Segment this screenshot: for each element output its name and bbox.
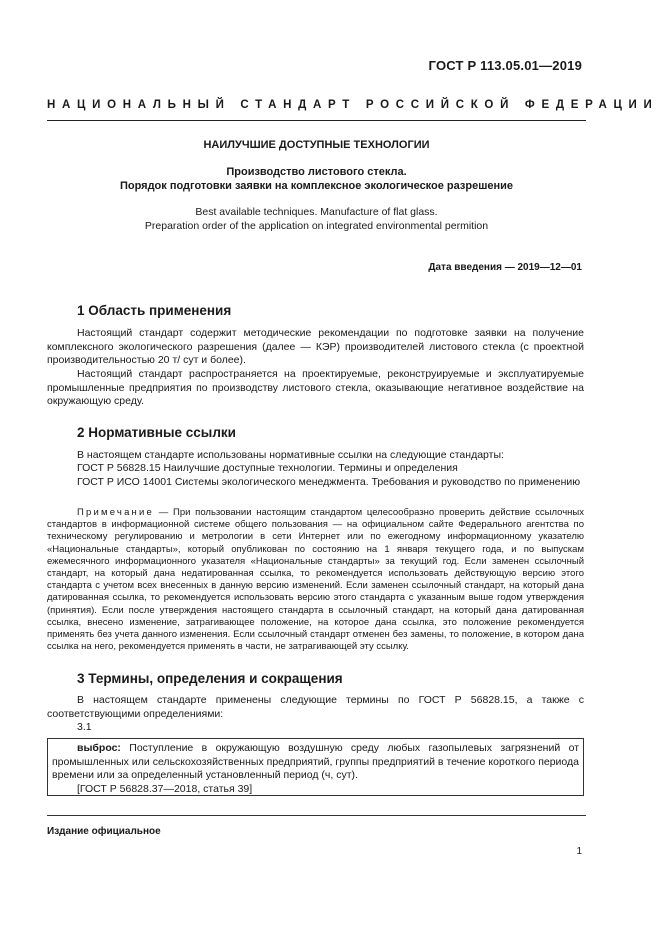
section-3-paragraph-1: В настоящем стандарте применены следующие термины по ГОСТ Р 56828.15, а также с соответствующими определениями: — [47, 694, 584, 720]
note-text: — При пользовании настоящим стандартом целесообразно проверить действие ссылочных стандартов в информационной системе общего пользования — на официальном сайте Федерального агентства по техническому регулированию и метрологии в сети Интернет или по ежегодному информационному указателю «Национальные стандарты», который опубликован по состоянию на 1 января текущего года, и по выпускам ежемесячного информационного указателя «Национальные стандарты» за текущий год. Если заменен ссылочный стандарт, на который дана недатированная ссылка, то рекомендуется использовать действующую версию этого стандарта с учетом всех внесенных в данную версию изменений. Если заменен ссылочный стандарт, на который дана датированная ссылка, то рекомендуется использовать версию этого стандарта с указанным выше годом утверждения (принятия). Если после утверждения настоящего стандарта в ссылочный стандарт, на который дана датированная ссылка, внесено изменение, затрагивающее положение, на которое дана ссылка, это положение рекомендуется применять без учета данного изменения. Если ссылочный стандарт отменен без замены, то положение, в котором дана ссылка на него, рекомендуется применять в части, не затрагивающей эту ссылку. — [47, 507, 584, 653]
footer-divider — [47, 815, 586, 816]
national-standard-heading: НАЦИОНАЛЬНЫЙ СТАНДАРТ РОССИЙСКОЙ ФЕДЕРАЦИИ — [47, 99, 659, 111]
note-label: Примечание — [77, 507, 154, 518]
section-2-note — [47, 507, 584, 653]
document-title: НАИЛУЧШИЕ ДОСТУПНЫЕ ТЕХНОЛОГИИ — [203, 139, 430, 151]
term-definition-text: Поступление в окружающую воздушную среду любых газопылевых загрязнений от промышленных или сельскохозяйственных предприятий, группы предприятий в течение короткого периода времени или за определенный установленный период (ч, сут). — [52, 742, 579, 782]
header-divider — [47, 120, 586, 121]
gost-number: ГОСТ Р 113.05.01—2019 — [428, 58, 582, 73]
introduction-date: Дата введения — 2019—12—01 — [428, 262, 582, 273]
english-title — [47, 205, 586, 233]
subtitle-line-2: Порядок подготовки заявки на комплексное экологическое разрешение — [119, 180, 514, 192]
subtitle-line-1: Производство листового стекла. — [226, 166, 407, 178]
section-2-reference-1: ГОСТ Р 56828.15 Наилучшие доступные технологии. Термины и определения — [77, 462, 458, 474]
edition-label: Издание официальное — [47, 826, 161, 837]
section-2-heading: 2 Нормативные ссылки — [77, 425, 236, 440]
section-2-paragraph-1: В настоящем стандарте использованы нормативные ссылки на следующие стандарты: — [77, 449, 504, 461]
english-title-line-1: Best available techniques. Manufacture of flat glass. — [195, 206, 438, 218]
section-1-paragraph-2: Настоящий стандарт распространяется на проектируемые, реконструируемые и эксплуатируемые промышленные предприятия по производству листового стекла, оказывающие негативное воздействие на окружающую среду. — [47, 368, 584, 408]
term-source: [ГОСТ Р 56828.37—2018, статья 39] — [77, 782, 253, 795]
term-word: выброс: — [77, 742, 121, 754]
page-number: 1 — [576, 846, 582, 857]
term-definition — [52, 742, 579, 796]
section-3-heading: 3 Термины, определения и сокращения — [77, 671, 343, 686]
section-2-reference-2: ГОСТ Р ИСО 14001 Системы экологического менеджмента. Требования и руководство по применению — [77, 476, 581, 488]
english-title-line-2: Preparation order of the application on integrated environmental permition — [144, 220, 489, 232]
section-1-heading: 1 Область применения — [77, 303, 232, 318]
section-1-paragraph-1: Настоящий стандарт содержит методические рекомендации по подготовке заявки на получение комплексного экологического разрешения (далее — КЭР) производителей листового стекла (с проектной производительностью 20 т/ сут и более). — [47, 327, 584, 367]
document-subtitle — [47, 165, 586, 193]
term-number: 3.1 — [77, 721, 92, 733]
